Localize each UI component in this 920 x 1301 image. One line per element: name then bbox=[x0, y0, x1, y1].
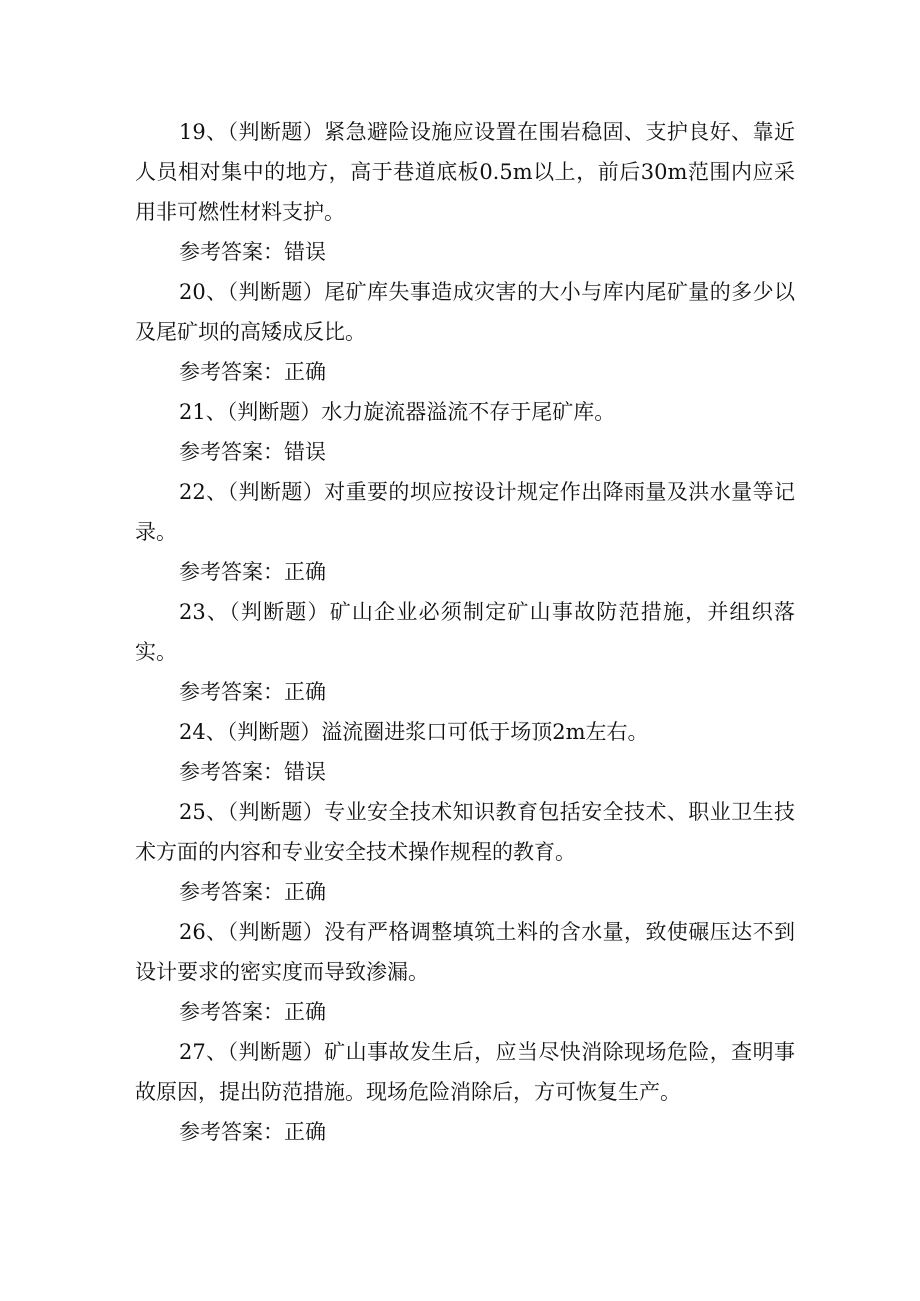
answer-24 bbox=[135, 752, 795, 792]
answer-value: 正确 bbox=[284, 560, 326, 584]
question-20: 20、（判断题）尾矿库失事造成灾害的大小与库内尾矿量的多少以及尾矿坝的高矮成反比。 bbox=[135, 280, 795, 344]
answer-label: 参考答案： bbox=[179, 680, 284, 704]
answer-22 bbox=[135, 552, 795, 592]
answer-value: 正确 bbox=[284, 680, 326, 704]
question-26: 26、（判断题）没有严格调整填筑土料的含水量，致使碾压达不到设计要求的密实度而导致渗漏。 bbox=[135, 920, 795, 984]
question-19: 19、（判断题）紧急避险设施应设置在围岩稳固、支护良好、靠近人员相对集中的地方，高于巷道底板0.5m以上，前后30m范围内应采用非可燃性材料支护。 bbox=[135, 120, 795, 224]
answer-value: 正确 bbox=[284, 1000, 326, 1024]
question-23: 23、（判断题）矿山企业必须制定矿山事故防范措施，并组织落实。 bbox=[135, 600, 795, 664]
question-24: 24、（判断题）溢流圈进浆口可低于场顶2m左右。 bbox=[179, 720, 649, 744]
answer-label: 参考答案： bbox=[179, 560, 284, 584]
answer-21 bbox=[135, 432, 795, 472]
answer-label: 参考答案： bbox=[179, 240, 284, 264]
answer-value: 错误 bbox=[284, 440, 326, 464]
question-22: 22、（判断题）对重要的坝应按设计规定作出降雨量及洪水量等记录。 bbox=[135, 480, 795, 544]
question-21: 21、（判断题）水力旋流器溢流不存于尾矿库。 bbox=[179, 400, 616, 424]
question-list bbox=[135, 112, 795, 1152]
answer-label: 参考答案： bbox=[179, 1000, 284, 1024]
answer-label: 参考答案： bbox=[179, 880, 284, 904]
question-27: 27、（判断题）矿山事故发生后，应当尽快消除现场危险，查明事故原因，提出防范措施。现场危险消除后，方可恢复生产。 bbox=[135, 1040, 795, 1104]
answer-label: 参考答案： bbox=[179, 1120, 284, 1144]
answer-23 bbox=[135, 672, 795, 712]
answer-value: 错误 bbox=[284, 240, 326, 264]
answer-label: 参考答案： bbox=[179, 760, 284, 784]
answer-label: 参考答案： bbox=[179, 440, 284, 464]
answer-label: 参考答案： bbox=[179, 360, 284, 384]
answer-26 bbox=[135, 992, 795, 1032]
answer-value: 错误 bbox=[284, 760, 326, 784]
answer-20 bbox=[135, 352, 795, 392]
answer-value: 正确 bbox=[284, 880, 326, 904]
answer-27 bbox=[135, 1112, 795, 1152]
answer-value: 正确 bbox=[284, 1120, 326, 1144]
answer-value: 正确 bbox=[284, 360, 326, 384]
question-25: 25、（判断题）专业安全技术知识教育包括安全技术、职业卫生技术方面的内容和专业安全技术操作规程的教育。 bbox=[135, 800, 795, 864]
answer-19 bbox=[135, 232, 795, 272]
answer-25 bbox=[135, 872, 795, 912]
